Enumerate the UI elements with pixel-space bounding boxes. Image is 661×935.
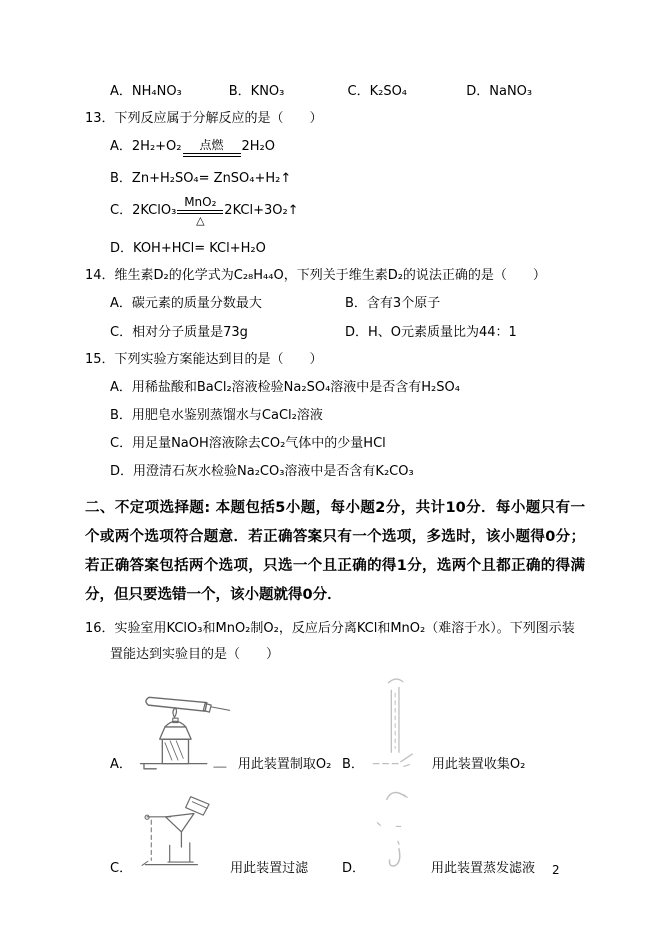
q15-option-c: C．用足量NaOH溶液除去CO₂气体中的少量HCl xyxy=(110,436,386,451)
q14-option-a: A．碳元素的质量分数最大 xyxy=(110,296,262,311)
q13-option-c xyxy=(85,195,585,227)
q12-option-d: D．NaNO₃ xyxy=(466,84,533,99)
question-13-stem: 13．下列反应属于分解反应的是（ ） xyxy=(85,111,323,126)
q14-option-b: B．含有3个原子 xyxy=(345,296,441,311)
reaction-condition xyxy=(183,138,241,157)
q12-options-row xyxy=(85,82,585,102)
condition-top-label: MnO₂ xyxy=(184,195,217,209)
q16-figure-d xyxy=(342,784,585,880)
q16-figure-b-caption: 用此装置收集O₂ xyxy=(431,757,526,772)
q16-figure-b xyxy=(342,676,585,776)
q13-option-b: B．Zn+H₂SO₄= ZnSO₄+H₂↑ xyxy=(110,171,292,186)
q15-option-b: B．用肥皂水鉴别蒸馏水与CaCl₂溶液 xyxy=(110,408,323,423)
reaction-equals-line xyxy=(183,153,241,157)
q16-figure-c-label: C． xyxy=(110,861,133,876)
q16-figure-d-label: D． xyxy=(342,861,366,876)
q16-figure-c-caption: 用此装置过滤 xyxy=(230,861,309,876)
q15-option-d: D．用澄清石灰水检验Na₂CO₃溶液中是否含有K₂CO₃ xyxy=(110,464,414,479)
alcohol-lamp-heating-sketch xyxy=(137,684,233,776)
q14-options-grid xyxy=(85,294,585,343)
page-number: 2 xyxy=(552,863,560,877)
q16-figure-a-caption: 用此装置制取O₂ xyxy=(237,757,332,772)
q14-option-c: C．相对分子质量是73g xyxy=(110,325,248,340)
q16-figure-c xyxy=(110,784,342,880)
condition-top-label: 点燃 xyxy=(199,137,224,152)
q16-figure-a xyxy=(110,676,342,776)
gas-collection-tube-sketch xyxy=(369,676,427,776)
q13-option-c-lhs: C．2KClO₃ xyxy=(110,203,177,218)
filtration-funnel-sketch xyxy=(137,788,225,880)
q16-figure-d-caption: 用此装置蒸发滤液 xyxy=(431,861,536,876)
q16-figures-grid xyxy=(85,676,585,880)
q13-option-a-rhs: 2H₂O xyxy=(241,139,275,154)
q16-figure-b-label: B． xyxy=(342,757,364,772)
q13-option-d: D．KOH+HCl= KCl+H₂O xyxy=(110,241,266,256)
condition-bottom-label: △ xyxy=(196,214,205,227)
section-2-header: 二、不定项选择题: 本题包括5小题，每小题2分，共计10分．每小题只有一个或两个选项符合题意．若正确答案只有一个选项，多选时，该小题得0分；若正确答案包括两个选项，只选一个且正确的得1分，选两个且都正确的得满分，但只要选错一个，该小题就得0分． xyxy=(85,500,585,603)
q16-figure-a-label: A． xyxy=(110,757,132,772)
q13-option-c-rhs: 2KCl+3O₂↑ xyxy=(224,203,299,218)
q14-option-d: D．H、O元素质量比为44：1 xyxy=(345,325,517,340)
question-14-stem: 14．维生素D₂的化学式为C₂₈H₄₄O，下列关于维生素D₂的说法正确的是（ ） xyxy=(85,268,546,283)
q15-option-a: A．用稀盐酸和BaCl₂溶液检验Na₂SO₄溶液中是否含有H₂SO₄ xyxy=(110,380,460,395)
reaction-condition xyxy=(177,195,223,227)
q12-option-b: B．KNO₃ xyxy=(228,84,285,99)
q13-option-a-lhs: A．2H₂+O₂ xyxy=(110,139,182,154)
question-15-stem: 15．下列实验方案能达到目的是（ ） xyxy=(85,352,323,367)
q13-option-a xyxy=(85,137,585,157)
q15-options-list xyxy=(85,378,585,482)
q12-option-c: C．K₂SO₄ xyxy=(347,84,408,99)
q12-option-a: A．NH₄NO₃ xyxy=(110,84,182,99)
evaporation-dish-sketch xyxy=(370,784,426,880)
exam-content xyxy=(85,82,585,880)
question-16-stem: 16．实验室用KClO₃和MnO₂制O₂，反应后分离KCl和MnO₂（难溶于水）。下列图示装置能达到实验目的是（ ） xyxy=(85,621,575,662)
